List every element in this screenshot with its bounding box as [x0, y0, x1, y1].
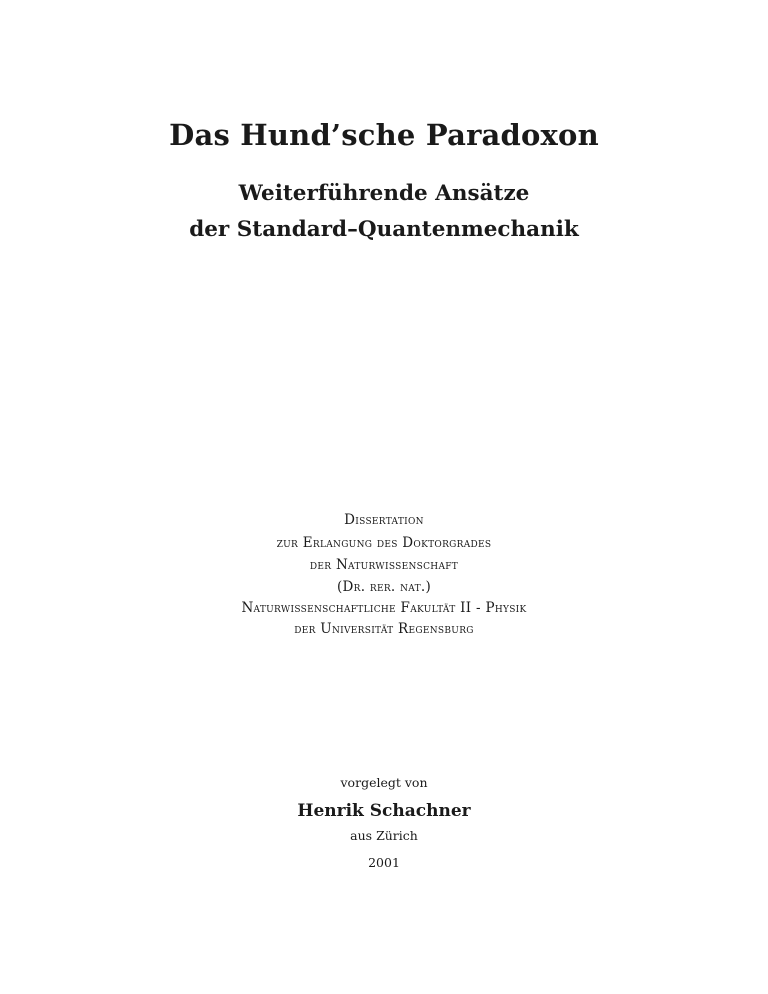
degree-purpose: zur Erlangung des Doktorgrades	[276, 535, 492, 551]
subtitle-line-2: der Standard–Quantenmechanik	[189, 217, 579, 242]
submitted-by-label: vorgelegt von	[340, 775, 428, 790]
document-title: Das Hund’sche Paradoxon	[169, 118, 599, 152]
author-name: Henrik Schachner	[297, 801, 471, 821]
subtitle-line-1: Weiterführende Ansätze	[238, 181, 530, 206]
faculty-name: Naturwissenschaftliche Fakultät II - Physik	[241, 600, 527, 616]
degree-field: der Naturwissenschaft	[309, 557, 459, 573]
degree-abbreviation: (Dr. rer. nat.)	[336, 579, 432, 595]
dissertation-label: Dissertation	[344, 512, 424, 528]
author-origin: aus Zürich	[350, 828, 418, 843]
publication-year: 2001	[368, 855, 400, 870]
university-name: der Universität Regensburg	[294, 621, 474, 637]
